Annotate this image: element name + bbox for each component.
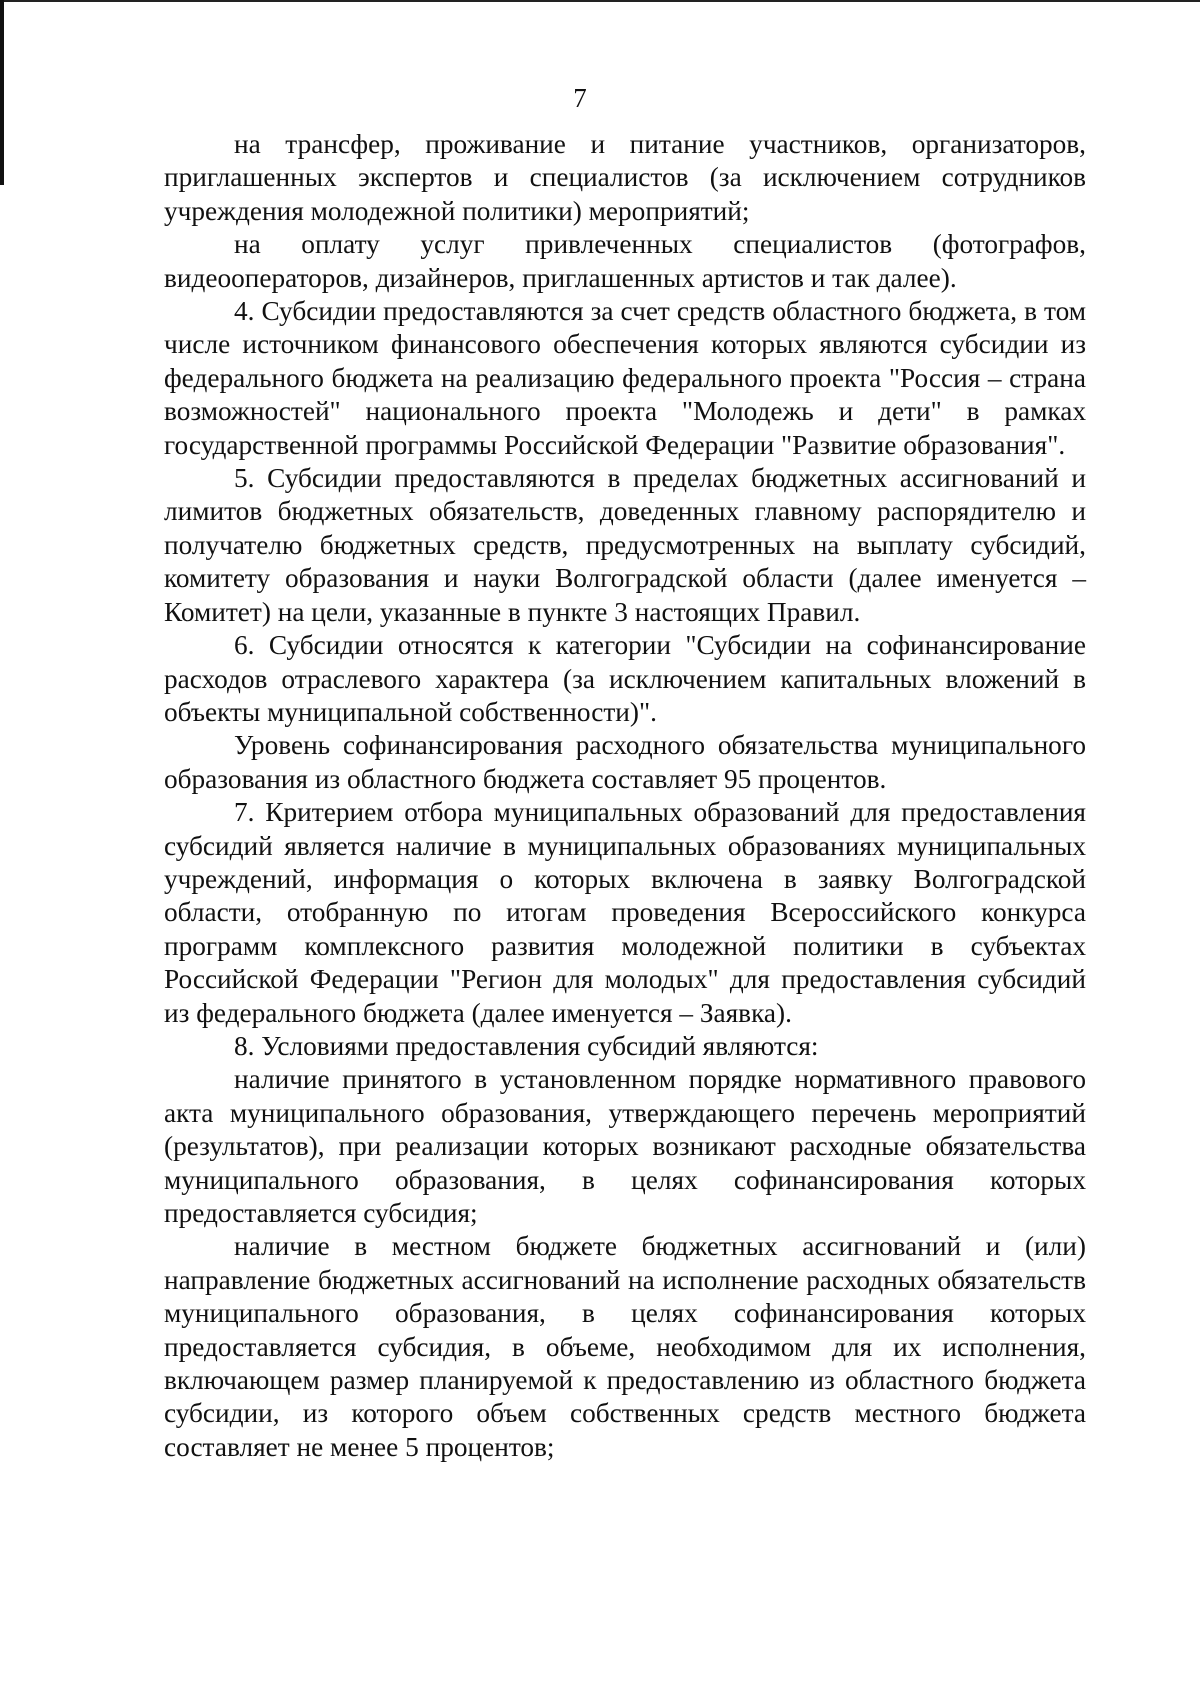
document-body: [164, 128, 1086, 1464]
paragraph-transfer-expenses: на трансфер, проживание и питание участников, организаторов, приглашенных экспертов и специалистов (за исключением сотрудников учреждения молодежной политики) мероприятий;: [164, 129, 1086, 226]
scan-edge-left: [0, 0, 4, 185]
paragraph-specialist-services: на оплату услуг привлеченных специалистов (фотографов, видеооператоров, дизайнеров, приглашенных артистов и так далее).: [164, 229, 1086, 293]
paragraph-condition-legal-act: наличие принятого в установленном порядке нормативного правового акта муниципального образования, утверждающего перечень мероприятий (результатов), при реализации которых возникают расходные обязательства муниципального образования, в целях софинансирования которых предоставляется субсидия;: [164, 1064, 1086, 1228]
paragraph-item-7: 7. Критерием отбора муниципальных образований для предоставления субсидий является наличие в муниципальных образованиях муниципальных учреждений, информация о которых включена в заявку Волгоградской области, отобранную по итогам проведения Всероссийского конкурса программ комплексного развития молодежной политики в субъектах Российской Федерации "Регион для молодых" для предоставления субсидий из федерального бюджета (далее именуется – Заявка).: [164, 797, 1086, 1028]
paragraph-item-8: 8. Условиями предоставления субсидий являются:: [234, 1030, 819, 1061]
page-number: 7: [573, 83, 587, 113]
paragraph-item-4: 4. Субсидии предоставляются за счет средств областного бюджета, в том числе источником финансового обеспечения которых являются субсидии из федерального бюджета на реализацию федерального проекта "Россия – страна возможностей" национального проекта "Молодежь и дети" в рамках государственной программы Российской Федерации "Развитие образования".: [164, 296, 1086, 460]
paragraph-item-5: 5. Субсидии предоставляются в пределах бюджетных ассигнований и лимитов бюджетных обязательств, доведенных главному распорядителю и получателю бюджетных средств, предусмотренных на выплату субсидий, комитету образования и науки Волгоградской области (далее именуется – Комитет) на цели, указанные в пункте 3 настоящих Правил.: [164, 463, 1086, 627]
paragraph-cofinancing-level: Уровень софинансирования расходного обязательства муниципального образования из областного бюджета составляет 95 процентов.: [164, 730, 1086, 794]
scan-edge-top: [0, 0, 1200, 2]
paragraph-condition-budget: наличие в местном бюджете бюджетных ассигнований и (или) направление бюджетных ассигнований на исполнение расходных обязательств муниципального образования, в целях софинансирования которых предоставляется субсидия, в объеме, необходимом для их исполнения, включающем размер планируемой к предоставлению из областного бюджета субсидии, из которого объем собственных средств местного бюджета составляет не менее 5 процентов;: [164, 1231, 1086, 1462]
paragraph-item-6: 6. Субсидии относятся к категории "Субсидии на софинансирование расходов отраслевого характера (за исключением капитальных вложений в объекты муниципальной собственности)".: [164, 630, 1086, 727]
